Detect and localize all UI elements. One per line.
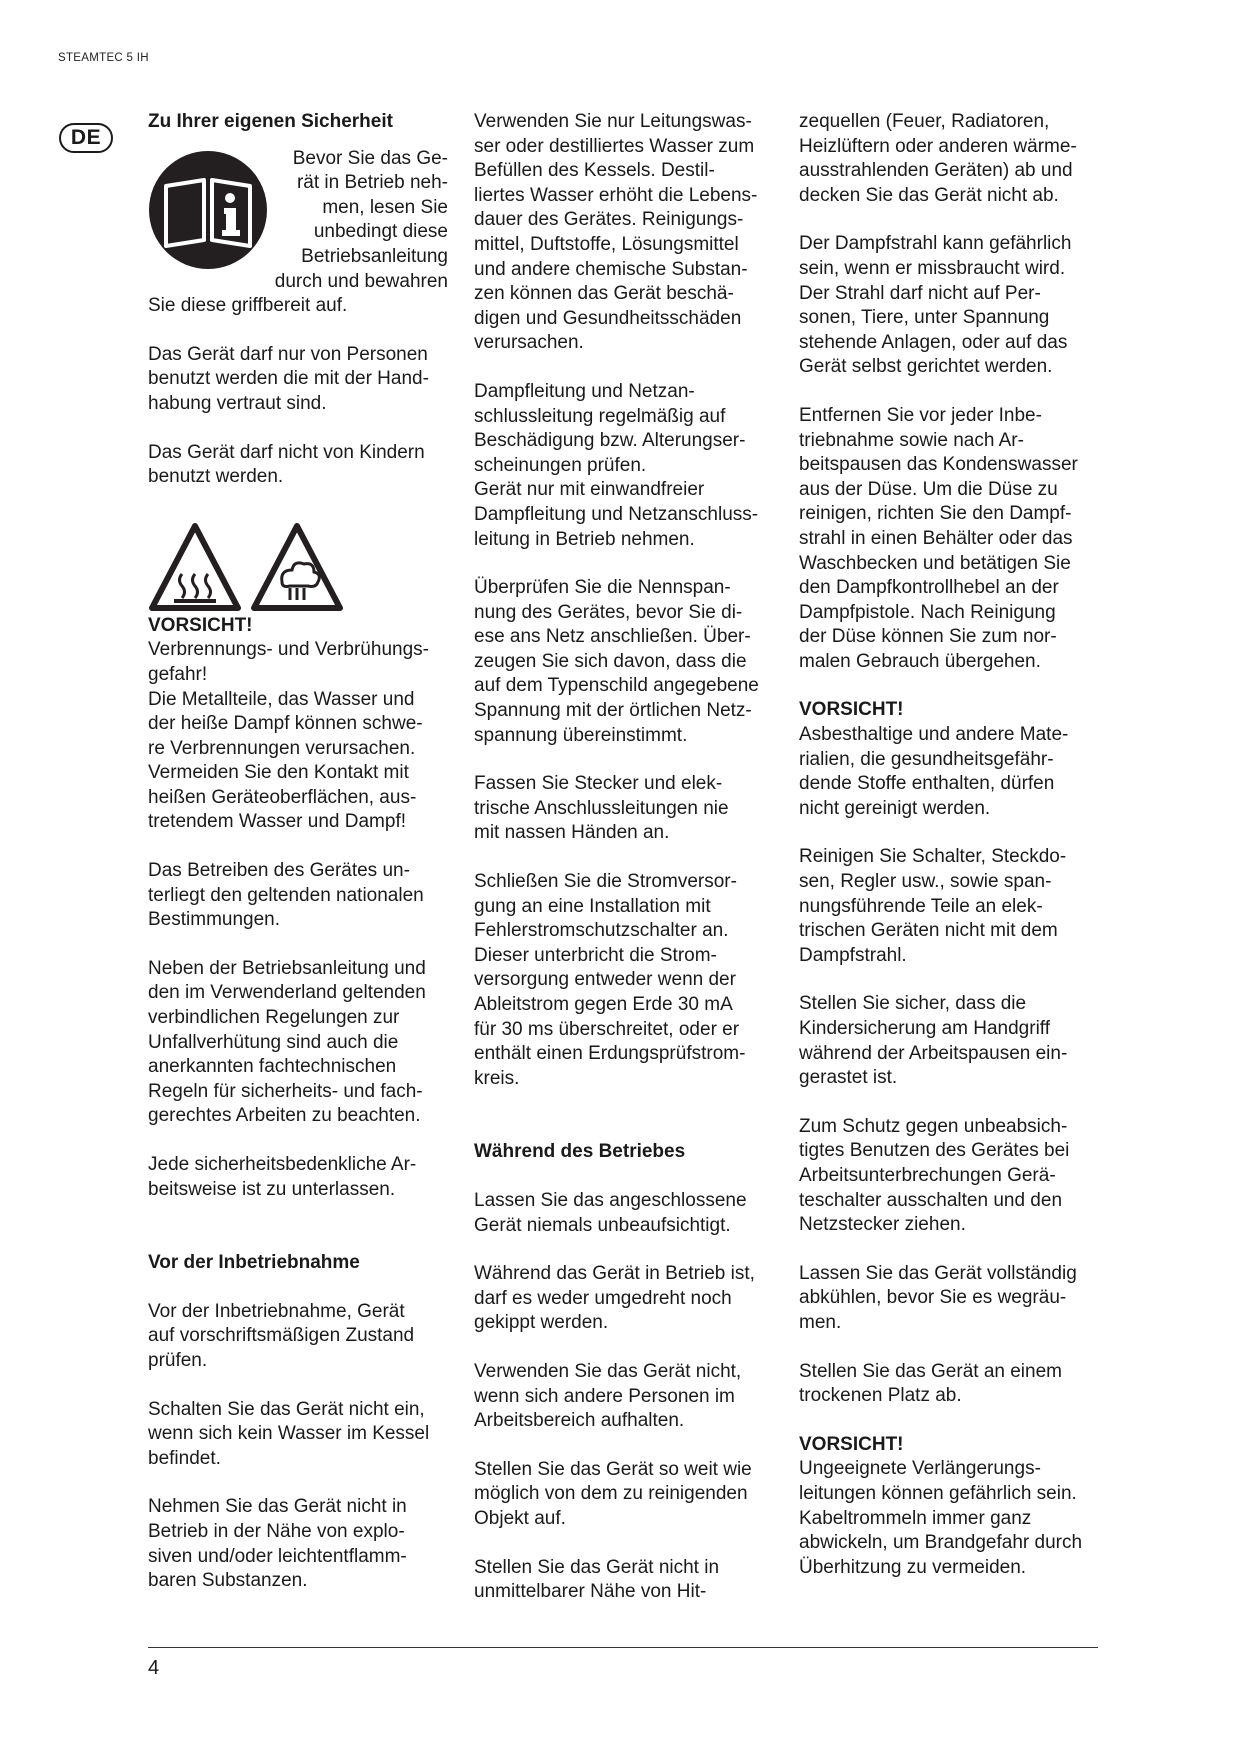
paragraph: Neben der Betriebsanleitung und den im Verwenderland geltenden verbindlichen Regelungen zur Unfallverhütung sind auch die anerkannten fachtechnischen Regeln für sicherheits- und fach- gerechtes Arbeiten zu beachten. bbox=[148, 957, 426, 1127]
paragraph: Stellen Sie das Gerät so weit wie möglich von dem zu reinigenden Objekt auf. bbox=[474, 1458, 752, 1529]
paragraph: Stellen Sie das Gerät an einem trockenen Platz ab. bbox=[799, 1360, 1062, 1407]
paragraph: Jede sicherheitsbedenkliche Ar- beitsweise ist zu unterlassen. bbox=[148, 1154, 417, 1200]
paragraph: Verwenden Sie das Gerät nicht, wenn sich andere Personen im Arbeitsbereich aufhalten. bbox=[474, 1360, 742, 1432]
paragraph: Verwenden Sie nur Leitungswas- ser oder destilliertes Wasser zum Befüllen des Kessels. Destil- liertes Wasser erhöht die Lebens- dauer des Gerätes. Reinigungs- mittel, Duftstoffe, Lösungsmittel und andere chemische Substan- zen können das Gerät beschä- digen und Gesundheitsschäden verursachen. bbox=[474, 111, 758, 354]
paragraph: Lassen Sie das Gerät vollständig abkühlen, bevor Sie es wegräu- men. bbox=[799, 1262, 1077, 1333]
paragraph: Der Dampfstrahl kann gefährlich sein, wenn er missbraucht wird. Der Strahl darf nicht auf Per- sonen, Tiere, unter Spannung stehende Anlagen, oder auf das Gerät selbst gerichtet werden. bbox=[799, 233, 1072, 378]
caution-text: Verbrennungs- und Verbrühungs- gefahr! Die Metallteile, das Wasser und der heiße Dampf können schwe- re Verbrennungen verursachen. Vermeiden Sie den Kontakt mit heißen Geräteoberflächen, aus- tretendem Wasser und Dampf! bbox=[148, 639, 429, 833]
caution-text: Asbesthaltige und andere Mate- rialien, die gesundheitsgefähr- dende Stoffe enthalten, dürfen nicht gereinigt werden. bbox=[799, 724, 1069, 819]
column-1 bbox=[148, 110, 448, 1594]
caution-text: Ungeeignete Verlängerungs- leitungen können gefährlich sein. Kabeltrommeln immer ganz abwickeln, um Brandgefahr durch Überhitzung zu vermeiden. bbox=[799, 1458, 1083, 1578]
paragraph: Überprüfen Sie die Nennspan- nung des Gerätes, bevor Sie di- ese ans Netz anschließen. Über- zeugen Sie sich davon, dass die auf dem Typenschild angegebene Spannung mit der örtlichen Netz- spannung übereinstimmt. bbox=[474, 577, 759, 746]
intro-text-tail: Sie diese griffbereit auf. bbox=[148, 295, 348, 317]
section-heading-during-operation: Während des Betriebes bbox=[474, 1141, 686, 1163]
column-3 bbox=[799, 110, 1104, 1580]
paragraph: Das Gerät darf nur von Personen benutzt werden die mit der Hand- habung vertraut sind. bbox=[148, 343, 429, 414]
paragraph: Nehmen Sie das Gerät nicht in Betrieb in der Nähe von explo- siven und/oder leichtentflamm- baren Substanzen. bbox=[148, 1496, 407, 1592]
page-number: 4 bbox=[148, 1657, 160, 1679]
intro-text: Bevor Sie das Ge- rät in Betrieb neh- men, lesen Sie unbedingt diese Betriebsanleitung durch und bewahren bbox=[274, 147, 448, 292]
footer-divider bbox=[148, 1647, 1098, 1648]
paragraph: Lassen Sie das angeschlossene Gerät niemals unbeaufsichtigt. bbox=[474, 1189, 747, 1236]
section-heading-before-use: Vor der Inbetriebnahme bbox=[148, 1252, 360, 1274]
paragraph: Schließen Sie die Stromversor- gung an eine Installation mit Fehlerstromschutzschalter an. Dieser unterbricht die Strom- versorgung entweder wenn der Ableitstrom gegen Erde 30 mA für 30 ms überschreitet, oder er enthält einen Erdungsprüfstrom- kreis. bbox=[474, 871, 746, 1089]
paragraph: Das Betreiben des Gerätes un- terliegt den geltenden nationalen Bestimmungen. bbox=[148, 860, 424, 931]
paragraph: Schalten Sie das Gerät nicht ein, wenn sich kein Wasser im Kessel befindet. bbox=[148, 1398, 430, 1469]
paragraph: Stellen Sie sicher, dass die Kindersicherung am Handgriff während der Arbeitspausen ein- gerastet ist. bbox=[799, 993, 1068, 1089]
hot-steam-warning-icon bbox=[250, 522, 344, 614]
column-2 bbox=[474, 110, 774, 1605]
document-header: STEAMTEC 5 IH bbox=[58, 52, 149, 64]
paragraph: Das Gerät darf nicht von Kindern benutzt werden. bbox=[148, 441, 425, 488]
paragraph: Stellen Sie das Gerät nicht in unmittelbarer Nähe von Hit- bbox=[474, 1556, 720, 1603]
paragraph: Zum Schutz gegen unbeabsich- tigtes Benutzen des Gerätes bei Arbeitsunterbrechungen Gerä- teschalter ausschalten und den Netzstecker ziehen. bbox=[799, 1115, 1070, 1236]
paragraph: Vor der Inbetriebnahme, Gerät auf vorschriftsmäßigen Zustand prüfen. bbox=[148, 1300, 415, 1371]
paragraph: Reinigen Sie Schalter, Steckdo- sen, Regler usw., sowie span- nungsführende Teile an elek- trischen Geräten nicht mit dem Dampfstrahl. bbox=[799, 846, 1067, 966]
warning-icons bbox=[148, 522, 448, 614]
language-badge: DE bbox=[59, 123, 113, 153]
caution-heading: VORSICHT! bbox=[799, 699, 904, 721]
paragraph: Entfernen Sie vor jeder Inbe- triebnahme sowie nach Ar- beitspausen das Kondenswasser aus der Düse. Um die Düse zu reinigen, richten Sie den Dampf- strahl in einen Behälter oder das Waschbecken und betätigen Sie den Dampfkontrollhebel an der Dampfpistole. Nach Reinigung der Düse können Sie zum nor- malen Gebrauch übergehen. bbox=[799, 404, 1078, 672]
section-title-safety: Zu Ihrer eigenen Sicherheit bbox=[148, 111, 393, 132]
caution-heading: VORSICHT! bbox=[799, 1433, 904, 1455]
paragraph: Dampfleitung und Netzan- schlussleitung regelmäßig auf Beschädigung bzw. Alterungser- scheinungen prüfen. Gerät nur mit einwandfreier Dampfleitung und Netzanschluss- leitung in Betrieb nehmen. bbox=[474, 380, 759, 550]
paragraph: zequellen (Feuer, Radiatoren, Heizlüftern oder anderen wärme- ausstrahlenden Geräten) ab und decken Sie das Gerät nicht ab. bbox=[799, 111, 1077, 206]
paragraph: Fassen Sie Stecker und elek- trische Anschlussleitungen nie mit nassen Händen an. bbox=[474, 773, 729, 844]
caution-heading: VORSICHT! bbox=[148, 614, 253, 636]
hot-surface-warning-icon bbox=[148, 522, 242, 614]
read-manual-icon bbox=[148, 150, 268, 270]
paragraph: Während das Gerät in Betrieb ist, darf es weder umgedreht noch gekippt werden. bbox=[474, 1263, 755, 1334]
